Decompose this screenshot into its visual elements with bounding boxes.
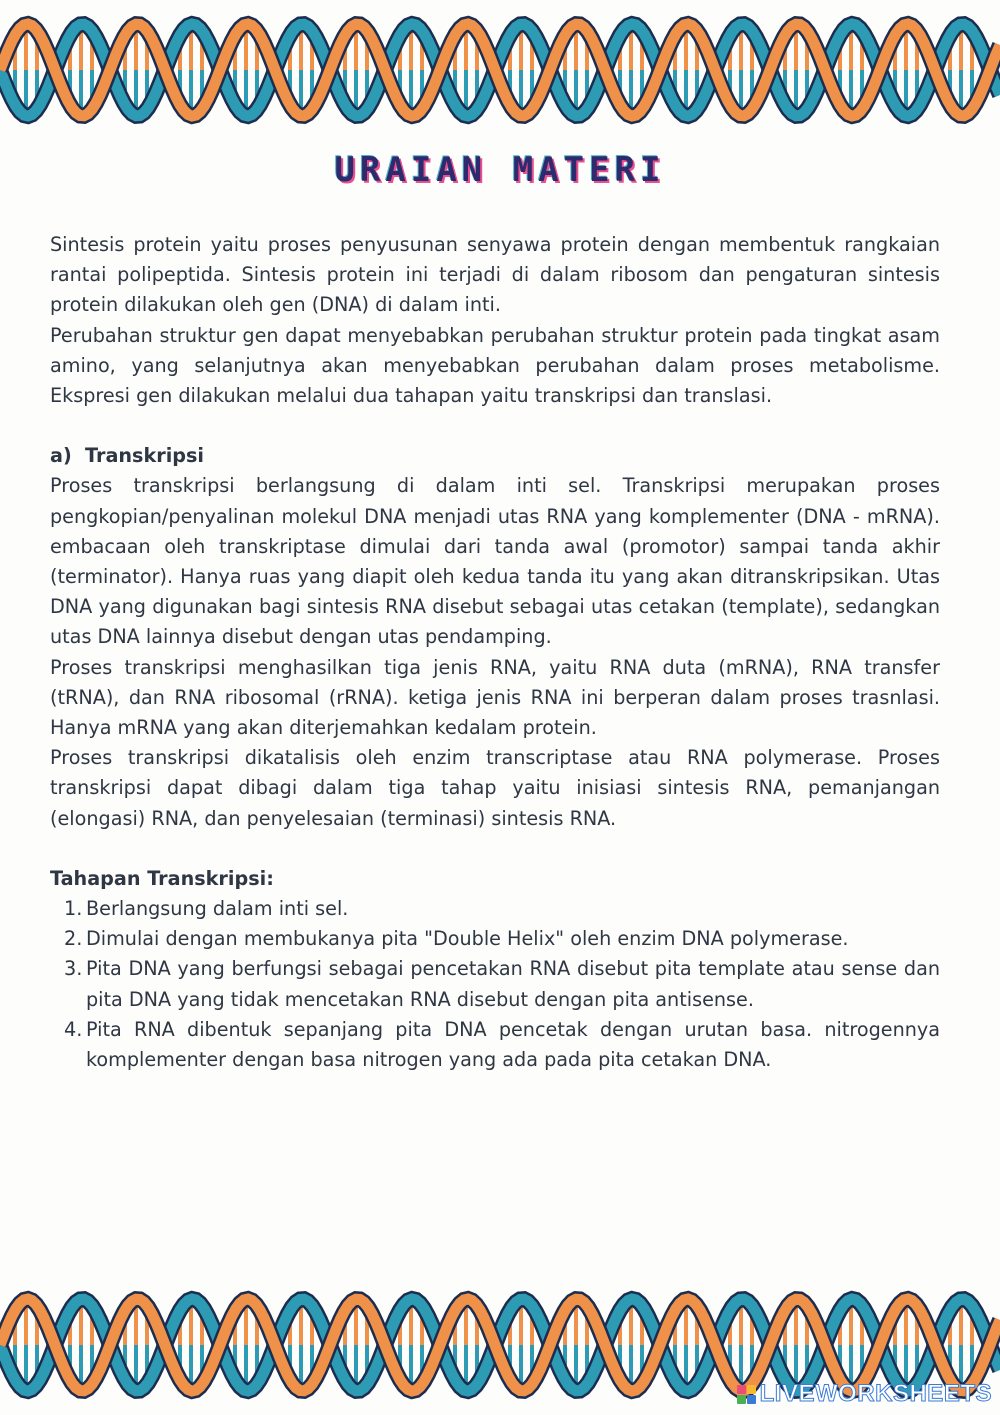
transkripsi-paragraph-1: Proses transkripsi berlangsung di dalam inti sel. Transkripsi merupakan proses pengkopian/penyalinan molekul DNA menjadi utas RNA yang komplementer (DNA - mRNA). embacaan oleh transkriptase dimulai dari tanda awal (promotor) sampai tanda akhir (terminator). Hanya ruas yang diapit oleh kedua tanda itu yang akan ditranskripsikan. Utas DNA yang digunakan bagi sintesis RNA disebut sebagai utas cetakan (template), sedangkan utas DNA lainnya disebut dengan utas pendamping. — [50, 474, 940, 649]
liveworksheets-logo-icon — [737, 1385, 756, 1404]
section-marker: a) — [50, 444, 72, 468]
stages-list — [50, 894, 940, 1075]
list-item-number: 2. — [64, 927, 83, 951]
list-item — [50, 894, 940, 924]
intro-paragraph-2: Perubahan struktur gen dapat menyebabkan perubahan struktur protein pada tingkat asam amino, yang selanjutnya akan menyebabkan perubahan dalam proses metabolisme. Ekspresi gen dilakukan melalui dua tahapan yaitu transkripsi dan translasi. — [50, 323, 940, 408]
list-item-number: 1. — [64, 897, 83, 921]
page-title: URAIAN MATERI — [334, 150, 666, 190]
list-item-text: Pita DNA yang berfungsi sebagai pencetakan RNA disebut pita template atau sense dan pita DNA yang tidak mencetakan RNA disebut dengan pita antisense. — [86, 957, 940, 1011]
list-item-number: 4. — [64, 1017, 83, 1041]
liveworksheets-watermark — [737, 1380, 992, 1408]
transkripsi-paragraph-2: Proses transkripsi menghasilkan tiga jenis RNA, yaitu RNA duta (mRNA), RNA transfer (tRNA), dan RNA ribosomal (rRNA). ketiga jenis RNA ini berperan dalam proses trasnlasi. Hanya mRNA yang akan diterjemahkan kedalam protein. — [50, 655, 940, 740]
transkripsi-paragraph-3: Proses transkripsi dikatalisis oleh enzim transcriptase atau RNA polymerase. Proses transkripsi dapat dibagi dalam tiga tahap yaitu inisiasi sintesis RNA, pemanjangan (elongasi) RNA, dan penyelesaian (terminasi) sintesis RNA. — [50, 746, 940, 830]
list-item-text: Dimulai dengan membukanya pita "Double Helix" oleh enzim DNA polymerase. — [86, 927, 849, 951]
list-item-text: Pita RNA dibentuk sepanjang pita DNA pencetak dengan urutan basa. nitrogennya komplementer dengan basa nitrogen yang ada pada pita cetakan DNA. — [86, 1017, 940, 1072]
list-item — [50, 924, 940, 954]
intro-paragraph-1: Sintesis protein yaitu proses penyusunan senyawa protein dengan membentuk rangkaian rantai polipeptida. Sintesis protein ini terjadi di dalam ribosom dan pengaturan sintesis protein dilakukan oleh gen (DNA) di dalam inti. — [50, 233, 940, 317]
list-item-text: Berlangsung dalam inti sel. — [86, 897, 349, 921]
list-item-number: 3. — [64, 957, 83, 981]
stages-heading: Tahapan Transkripsi: — [50, 866, 274, 890]
section-heading-transkripsi — [50, 441, 940, 471]
main-content — [50, 230, 940, 1075]
dna-helix-top-decoration — [0, 0, 1000, 140]
list-item — [50, 1015, 940, 1075]
section-heading-text: Transkripsi — [85, 444, 205, 468]
liveworksheets-logo-text: LIVEWORKSHEETS — [759, 1380, 992, 1407]
list-item — [50, 954, 940, 1014]
